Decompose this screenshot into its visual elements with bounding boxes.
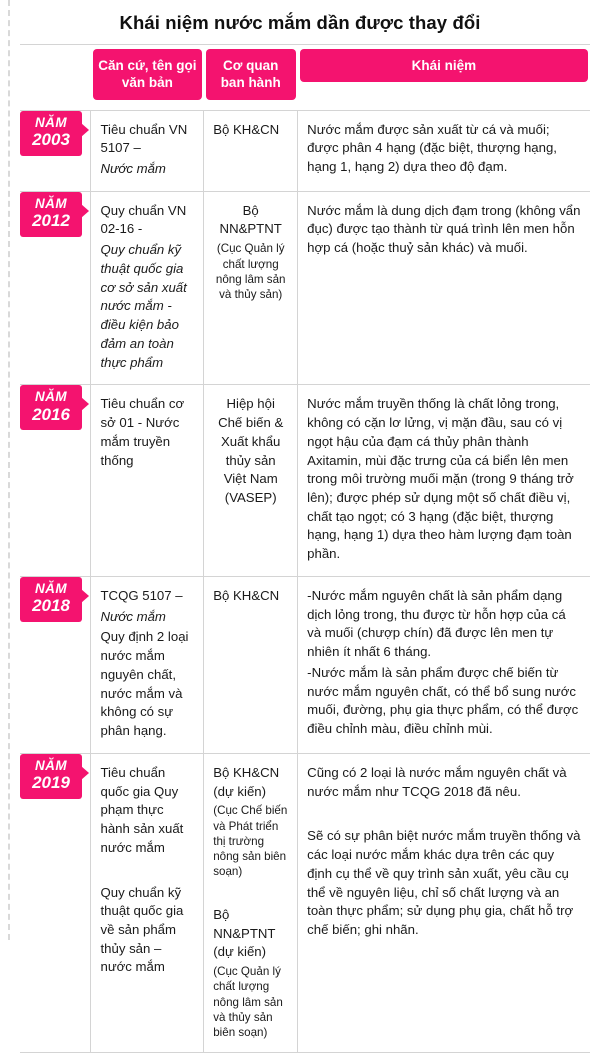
year-badge-number: 2018 <box>32 596 70 616</box>
document-cell <box>91 110 204 191</box>
organization-subblock <box>213 764 288 880</box>
year-cell <box>20 110 91 191</box>
organization-text <box>204 754 297 1053</box>
year-badge <box>20 111 82 156</box>
definition-text <box>298 111 590 189</box>
definition-text <box>298 577 590 751</box>
definition-subblock <box>307 764 581 801</box>
definition-line: -Nước mắm nguyên chất là sản phẩm dạng dịch lỏng trong, thu được từ hỗn hợp của cá và muối (chượp chín) đã được lên men tự nhiên ít nhất 6 tháng. <box>307 587 566 660</box>
definition-text <box>298 192 590 270</box>
organization-subline: (Cục Quản lý chất lượng nông lâm sản và thủy sản biên soạn) <box>213 964 283 1040</box>
document-text <box>91 754 203 989</box>
organization-text <box>204 385 297 519</box>
definition-line: Cũng có 2 loại là nước mắm nguyên chất và nước mắm như TCQG 2018 đã nêu. <box>307 764 567 799</box>
year-cell <box>20 191 91 385</box>
document-line-italic: Nước mắm <box>100 608 166 624</box>
definition-subblock <box>307 827 581 939</box>
year-badge-label: NĂM <box>35 195 67 211</box>
organization-text <box>204 111 297 152</box>
year-cell <box>20 576 91 753</box>
definition-line: -Nước mắm là sản phẩm được chế biến từ nước mắm nguyên chất, có thể bổ sung nước muối, đường, phụ gia thực phẩm, có thể được điều chỉnh màu, điều chỉnh mùi. <box>307 664 579 737</box>
organization-text <box>204 192 297 315</box>
header-label-definition: Khái niệm <box>300 49 588 82</box>
document-cell <box>91 191 204 385</box>
organization-cell <box>204 110 298 191</box>
year-badge-label: NĂM <box>35 389 67 405</box>
page-title: Khái niệm nước mắm dần được thay đổi <box>119 12 481 33</box>
document-line: Tiêu chuẩn VN 5107 – <box>100 121 188 156</box>
table-header-row <box>20 45 590 111</box>
organization-cell <box>204 576 298 753</box>
definition-line: Nước mắm là dung dịch đạm trong (không vẩn đục) được tạo thành từ quá trình lên men hỗn hợp cá (hoặc thuỷ sản khác) và muối. <box>307 202 581 256</box>
definition-cell <box>298 191 590 385</box>
organization-subblock <box>213 906 288 1041</box>
organization-line: Bộ KH&CN (dự kiến) <box>213 764 280 799</box>
document-cell <box>91 576 204 753</box>
definition-line: Sẽ có sự phân biệt nước mắm truyền thống và các loại nước mắm khác dựa trên các quy định cụ thể về quy trình sản xuất, yêu cầu cụ thể về nguyên liệu, chỉ số chất lượng và an toàn thực phẩm; sử dụng phụ gia, chất hỗ trợ chế biến; ghi nhãn. <box>307 828 581 937</box>
year-badge-number: 2012 <box>32 210 70 230</box>
document-subblock <box>100 884 194 978</box>
document-text <box>91 192 203 385</box>
document-line-italic: Nước mắm <box>100 161 166 176</box>
header-cell-document <box>91 45 204 111</box>
organization-text <box>204 577 297 618</box>
definition-line: Nước mắm truyền thống là chất lỏng trong, không có cặn lơ lửng, vị mặn đầu, sau có vị ngọt hậu của đạm cá thủy phân thành Axitamin, mùi đặc trưng của cá biển lên men trong môi trường muối mặn (trong 9 tháng trở lên); được phép sử dụng một số chất điều vị, chất tạo ngọt; có 3 hạng (đặc biệt, thượng hạng, hạng 1) dựa theo hàm lượng đạm toàn phần. <box>307 396 574 562</box>
year-badge <box>20 577 82 622</box>
document-line-italic: Quy chuẩn kỹ thuật quốc gia cơ sở sản xuất nước mắm - điều kiện bảo đảm an toàn thực phẩm <box>100 242 187 370</box>
year-badge-number: 2003 <box>32 129 70 149</box>
header-cell-organization <box>204 45 298 111</box>
concept-table <box>20 44 590 1053</box>
organization-subline: (Cục Chế biến và Phát triển thị trường nông sản biên soạn) <box>213 804 288 879</box>
organization-cell <box>204 753 298 1053</box>
document-text <box>91 577 203 753</box>
year-cell <box>20 385 91 577</box>
document-line: Quy chuẩn VN 02-16 - <box>100 202 187 237</box>
document-line: Tiêu chuẩn quốc gia Quy phạm thực hành sản xuất nước mắm <box>100 764 184 855</box>
header-label-document: Căn cứ, tên gọi văn bản <box>93 49 202 100</box>
year-badge-label: NĂM <box>35 114 67 130</box>
definition-cell <box>298 110 590 191</box>
year-badge <box>20 192 82 237</box>
document-line: Quy chuẩn kỹ thuật quốc gia về sản phẩm thủy sản – nước mắm <box>100 884 184 975</box>
header-label-organization: Cơ quan ban hành <box>206 49 296 100</box>
organization-line: Bộ NN&PTNT <box>219 202 282 237</box>
definition-cell <box>298 753 590 1053</box>
definition-text <box>298 385 590 576</box>
document-subblock <box>100 764 194 858</box>
year-cell <box>20 753 91 1053</box>
year-badge <box>20 385 82 430</box>
document-cell <box>91 385 204 577</box>
header-cell-year <box>20 45 91 111</box>
document-line: Quy định 2 loại nước mắm nguyên chất, nước mắm và không có sự phân hạng. <box>100 629 189 739</box>
document-text <box>91 385 203 482</box>
organization-cell <box>204 191 298 385</box>
year-badge-number: 2019 <box>32 773 70 792</box>
document-cell <box>91 753 204 1053</box>
organization-cell <box>204 385 298 577</box>
table-row <box>20 576 590 753</box>
header-cell-definition <box>298 45 590 111</box>
definition-text <box>298 754 590 952</box>
organization-subline: (Cục Quản lý chất lượng nông lâm sản và thủy sản) <box>215 242 286 302</box>
definition-cell <box>298 576 590 753</box>
organization-line: Bộ KH&CN <box>213 587 280 603</box>
table-row <box>20 385 590 577</box>
organization-line: Bộ NN&PTNT (dự kiến) <box>213 906 276 960</box>
document-text <box>91 111 203 191</box>
year-badge-label: NĂM <box>35 757 67 773</box>
document-line: TCQG 5107 – <box>100 587 183 603</box>
organization-line: Bộ KH&CN <box>213 121 280 137</box>
definition-line: Nước mắm được sản xuất từ cá và muối; được phân 4 hạng (đặc biệt, thượng hạng, hạng 1, hạng 2) dựa theo độ đạm. <box>307 121 557 174</box>
table-row <box>20 191 590 385</box>
table-row <box>20 753 590 1053</box>
organization-line: Hiệp hội Chế biến & Xuất khẩu thủy sản Việt Nam (VASEP) <box>218 396 284 506</box>
year-badge-number: 2016 <box>32 404 70 424</box>
table-row <box>20 110 590 191</box>
year-badge <box>20 754 82 799</box>
year-badge-label: NĂM <box>35 580 67 596</box>
definition-cell <box>298 385 590 577</box>
document-line: Tiêu chuẩn cơ sở 01 - Nước mắm truyền thống <box>100 396 185 468</box>
